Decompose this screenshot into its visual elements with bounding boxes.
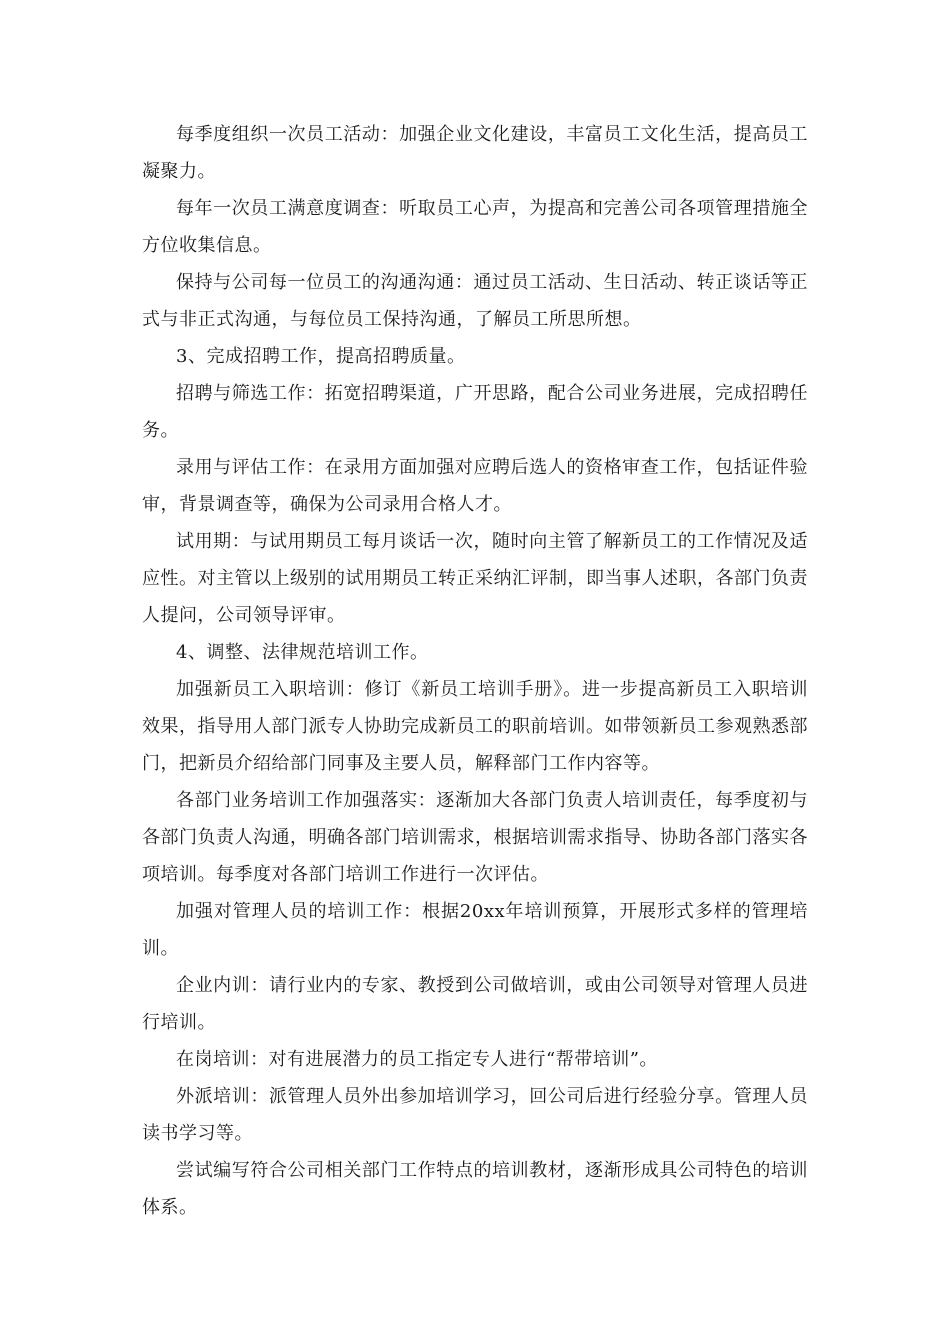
paragraph-staff-communication: 保持与公司每一位员工的沟通沟通：通过员工活动、生日活动、转正谈话等正式与非正式沟通，与每位员工保持沟通，了解员工所思所想。 [142, 272, 808, 330]
paragraph-staff-activities: 每季度组织一次员工活动：加强企业文化建设，丰富员工文化生活，提高员工凝聚力。 [142, 124, 808, 182]
section-heading-training: 4、调整、法律规范培训工作。 [176, 642, 429, 663]
paragraph-onjob-training: 在岗培训：对有进展潜力的员工指定专人进行“帮带培训”。 [176, 1049, 658, 1070]
document-body [142, 116, 808, 1226]
paragraph-onboarding-training: 加强新员工入职培训：修订《新员工培训手册》。进一步提高新员工入职培训效果，指导用人部门派专人协助完成新员工的职前培训。如带领新员工参观熟悉部门，把新员介绍给部门同事及主要人员，解释部门工作内容等。 [142, 679, 808, 774]
paragraph-training-materials: 尝试编写符合公司相关部门工作特点的培训教材，逐渐形成具公司特色的培训体系。 [142, 1160, 808, 1218]
paragraph-recruitment-screening: 招聘与筛选工作：拓宽招聘渠道，广开思路，配合公司业务进展，完成招聘任务。 [142, 383, 808, 441]
paragraph-management-training: 加强对管理人员的培训工作：根据20xx年培训预算，开展形式多样的管理培训。 [142, 901, 808, 959]
paragraph-satisfaction-survey: 每年一次员工满意度调查：听取员工心声，为提高和完善公司各项管理措施全方位收集信息。 [142, 198, 808, 256]
section-heading-recruitment: 3、完成招聘工作，提高招聘质量。 [176, 346, 466, 367]
paragraph-probation: 试用期：与试用期员工每月谈话一次，随时向主管了解新员工的工作情况及适应性。对主管以上级别的试用期员工转正采纳汇评制，即当事人述职，各部门负责人提问，公司领导评审。 [142, 531, 808, 626]
paragraph-department-training: 各部门业务培训工作加强落实：逐渐加大各部门负责人培训责任，每季度初与各部门负责人沟通，明确各部门培训需求，根据培训需求指导、协助各部门落实各项培训。每季度对各部门培训工作进行一次评估。 [142, 790, 808, 885]
paragraph-internal-training: 企业内训：请行业内的专家、教授到公司做培训，或由公司领导对管理人员进行培训。 [142, 975, 808, 1033]
paragraph-external-training: 外派培训：派管理人员外出参加培训学习，回公司后进行经验分享。管理人员读书学习等。 [142, 1086, 808, 1144]
paragraph-hiring-evaluation: 录用与评估工作：在录用方面加强对应聘后选人的资格审查工作，包括证件验审，背景调查等，确保为公司录用合格人才。 [142, 457, 808, 515]
